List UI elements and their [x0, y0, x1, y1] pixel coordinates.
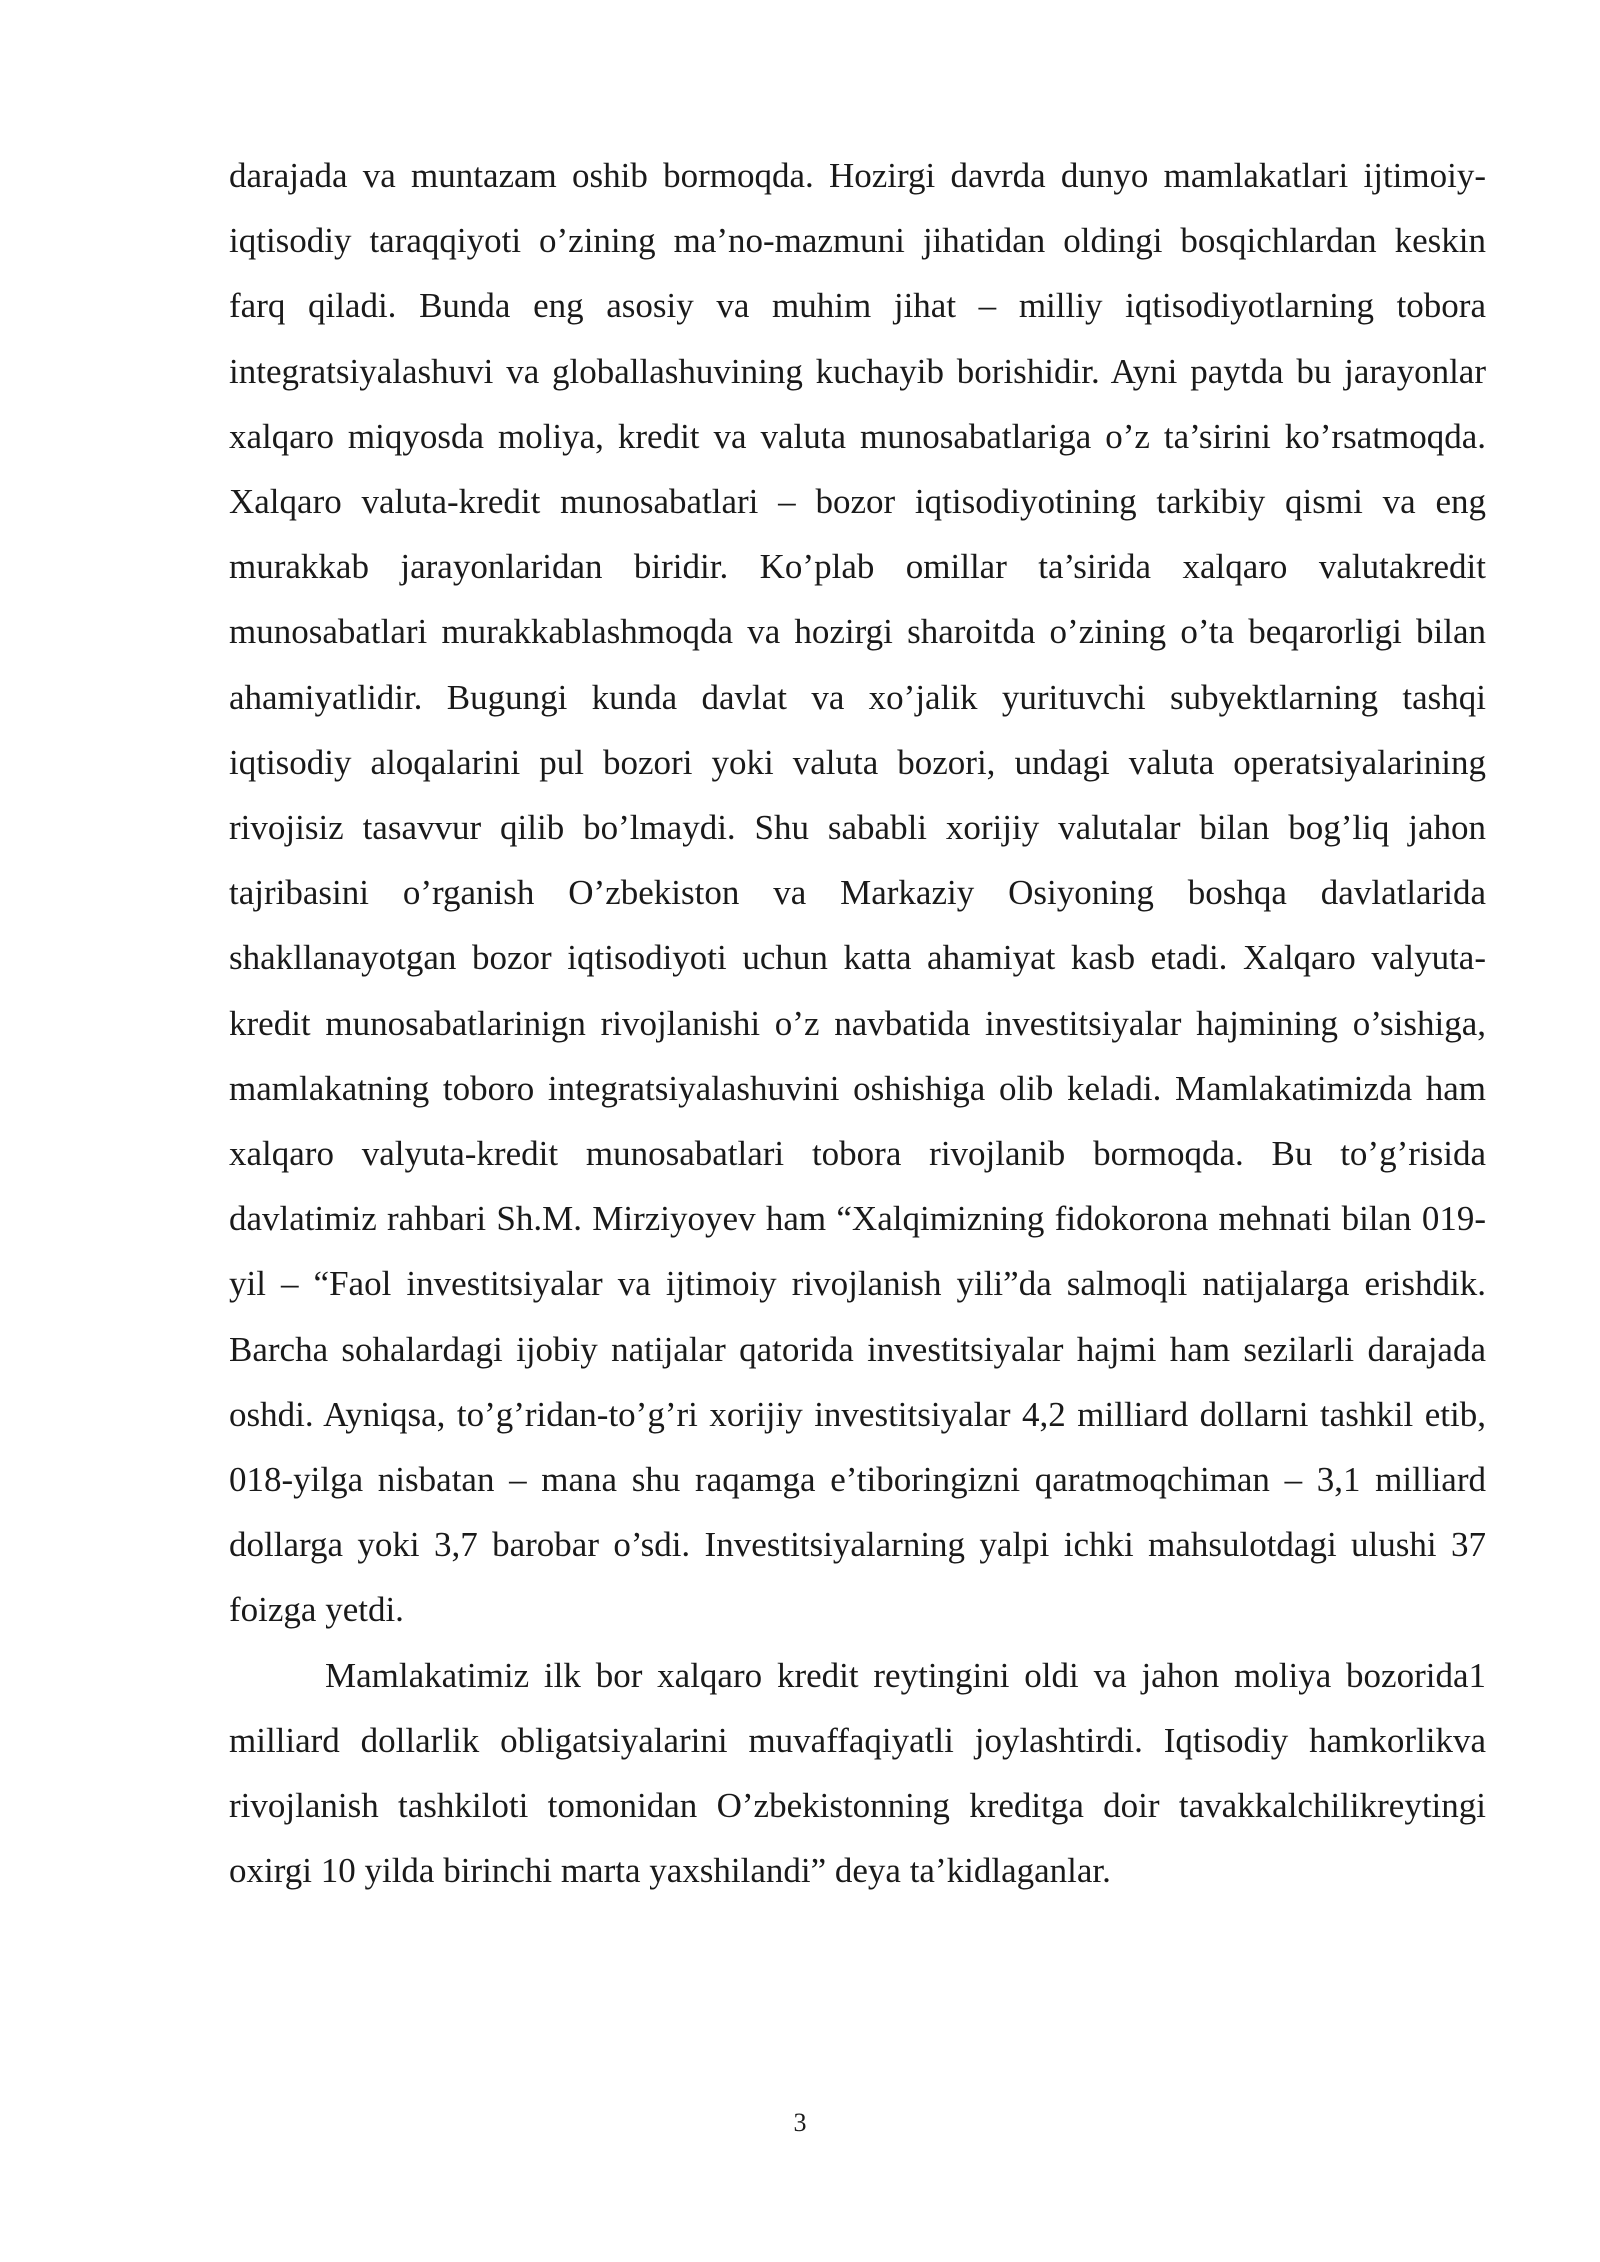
- body-text: [229, 143, 1486, 1903]
- page-number: 3: [793, 2108, 807, 2137]
- paragraph-continuation: darajada va muntazam oshib bormoqda. Hozirgi davrda dunyo mamlakatlari ijtimoiy-iqtisodiy taraqqiyoti o’zining ma’no-mazmuni jihatidan oldingi bosqichlardan keskin farq qiladi. Bunda eng asosiy va muhim jihat – milliy iqtisodiyotlarning tobora integratsiyalashuvi va globallashuvining kuchayib borishidir. Ayni paytda bu jarayonlar xalqaro miqyosda moliya, kredit va valuta munosabatlariga o’z ta’sirini ko’rsatmoqda. Xalqaro valuta-kredit munosabatlari – bozor iqtisodiyotining tarkibiy qismi va eng murakkab jarayonlaridan biridir. Ko’plab omillar ta’sirida xalqaro valutakredit munosabatlari murakkablashmoqda va hozirgi sharoitda o’zining o’ta beqarorligi bilan ahamiyatlidir. Bugungi kunda davlat va xo’jalik yurituvchi subyektlarning tashqi iqtisodiy aloqalarini pul bozori yoki valuta bozori, undagi valuta operatsiyalarining rivojisiz tasavvur qilib bo’lmaydi. Shu sababli xorijiy valutalar bilan bog’liq jahon tajribasini o’rganish O’zbekiston va Markaziy Osiyoning boshqa davlatlarida shakllanayotgan bozor iqtisodiyoti uchun katta ahamiyat kasb etadi. Xalqaro valyuta-kredit munosabatlarinign rivojlanishi o’z navbatida investitsiyalar hajmining o’sishiga, mamlakatning toboro integratsiyalashuvini oshishiga olib keladi. Mamlakatimizda ham xalqaro valyuta-kredit munosabatlari tobora rivojlanib bormoqda. Bu to’g’risida davlatimiz rahbari Sh.M. Mirziyoyev ham “Xalqimizning fidokorona mehnati bilan 019-yil – “Faol investitsiyalar va ijtimoiy rivojlanish yili”da salmoqli natijalarga erishdik. Barcha sohalardagi ijobiy natijalar qatorida investitsiyalar hajmi ham sezilarli darajada oshdi. Ayniqsa, to’g’ridan-to’g’ri xorijiy investitsiyalar 4,2 milliard dollarni tashkil etib, 018-yilga nisbatan – mana shu raqamga e’tiboringizni qaratmoqchiman – 3,1 milliard dollarga yoki 3,7 barobar o’sdi. Investitsiyalarning yalpi ichki mahsulotdagi ulushi 37 foizga yetdi.: [229, 156, 1486, 1630]
- paragraph-indented: Mamlakatimiz ilk bor xalqaro kredit reytingini oldi va jahon moliya bozorida1 milliard dollarlik obligatsiyalarini muvaffaqiyatli joylashtirdi. Iqtisodiy hamkorlikva rivojlanish tashkiloti tomonidan O’zbekistonning kreditga doir tavakkalchilikreytingi oxirgi 10 yilda birinchi marta yaxshilandi” deya ta’kidlaganlar.: [229, 1655, 1486, 1891]
